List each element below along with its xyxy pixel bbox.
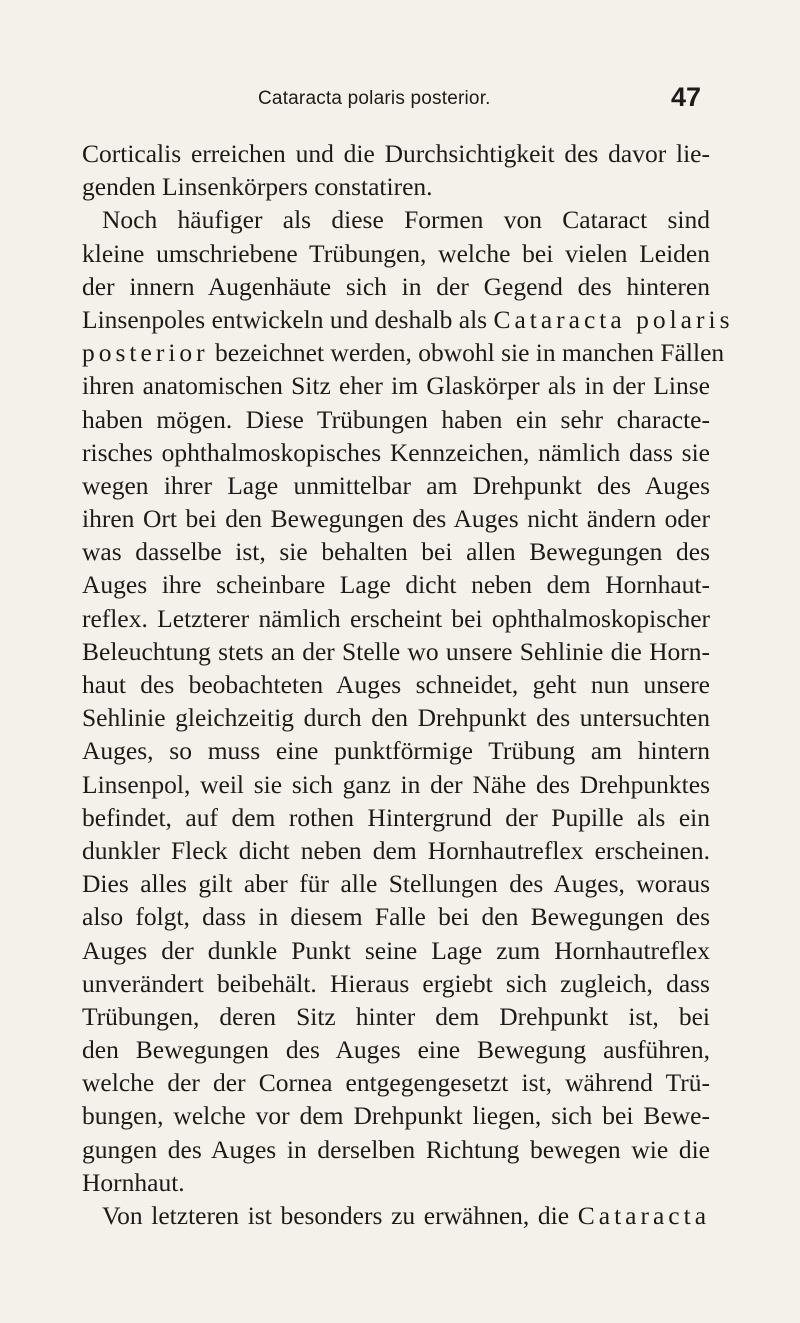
text-line bbox=[82, 336, 725, 369]
emphasized-term: Cataracta bbox=[577, 1201, 711, 1230]
text-line bbox=[82, 1199, 710, 1232]
text-line: Auges der dunkle Punkt seine Lage zum Hornhautreflex bbox=[82, 935, 710, 965]
text-line: der innern Augenhäute sich in der Gegend des hinteren bbox=[82, 271, 710, 301]
text-line: Noch häufiger als diese Formen von Cataract sind bbox=[102, 205, 710, 235]
text-line: reflex. Letzterer nämlich erscheint bei ophthalmoskopischer bbox=[82, 603, 710, 633]
text-line: Sehlinie gleichzeitig durch den Drehpunkt des untersuchten bbox=[82, 703, 710, 733]
emphasized-term: posterior bbox=[82, 338, 209, 368]
text-line: befindet, auf dem rothen Hintergrund der Pupille als ein bbox=[82, 802, 710, 832]
text-segment: Linsenpoles entwickeln und deshalb als bbox=[82, 304, 488, 334]
body-text bbox=[82, 137, 734, 1232]
text-line: Trübungen, deren Sitz hinter dem Drehpunkt ist, bei bbox=[82, 1001, 710, 1031]
text-line: Auges, so muss eine punktförmige Trübung am hintern bbox=[82, 736, 710, 766]
text-line: bungen, welche vor dem Drehpunkt liegen, sich bei Bewe- bbox=[82, 1101, 710, 1131]
text-line: risches ophthalmoskopisches Kennzeichen, nämlich dass sie bbox=[82, 437, 710, 467]
text-line: also folgt, dass in diesem Falle bei den Bewegungen des bbox=[82, 902, 710, 932]
text-line: wegen ihrer Lage unmittelbar am Drehpunkt des Auges bbox=[82, 470, 710, 500]
text-line: den Bewegungen des Auges eine Bewegung ausführen, bbox=[82, 1035, 710, 1065]
text-line: kleine umschriebene Trübungen, welche bei vielen Leiden bbox=[82, 238, 710, 268]
page-number: 47 bbox=[671, 82, 702, 112]
text-line: Auges ihre scheinbare Lage dicht neben dem Hornhaut- bbox=[82, 570, 710, 600]
text-line: Dies alles gilt aber für alle Stellungen des Auges, woraus bbox=[82, 869, 710, 899]
text-line: dunkler Fleck dicht neben dem Hornhautreflex erscheinen. bbox=[82, 835, 710, 865]
text-line: Beleuchtung stets an der Stelle wo unsere Sehlinie die Horn- bbox=[82, 636, 710, 666]
page-header bbox=[0, 80, 800, 120]
text-line: haut des beobachteten Auges schneidet, geht nun unsere bbox=[82, 670, 710, 699]
text-line: haben mögen. Diese Trübungen haben ein sehr characte- bbox=[82, 404, 710, 434]
text-line: unverändert beibehält. Hieraus ergiebt sich zugleich, dass bbox=[82, 968, 710, 998]
text-line: gungen des Auges in derselben Richtung bewegen wie die bbox=[82, 1134, 710, 1164]
emphasized-term: Cataracta polaris bbox=[493, 304, 734, 334]
text-line: was dasselbe ist, sie behalten bei allen Bewegungen des bbox=[82, 537, 710, 567]
text-line: welche der der Cornea entgegengesetzt ist, während Trü- bbox=[82, 1068, 710, 1098]
text-line: Corticalis erreichen und die Durchsichtigkeit des davor lie- bbox=[82, 139, 710, 168]
text-line: Linsenpol, weil sie sich ganz in der Nähe des Drehpunktes bbox=[82, 769, 710, 799]
text-line: ihren anatomischen Sitz eher im Glaskörper als in der Linse bbox=[82, 371, 710, 401]
running-title: Cataracta polaris posterior. bbox=[258, 88, 491, 109]
text-line bbox=[82, 303, 734, 336]
text-line: ihren Ort bei den Bewegungen des Auges nicht ändern oder bbox=[82, 504, 710, 534]
text-segment: Von letzteren ist besonders zu erwähnen, die bbox=[102, 1201, 570, 1230]
text-line: genden Linsenkörpers constatiren. bbox=[82, 172, 433, 202]
text-line: Hornhaut. bbox=[82, 1167, 185, 1197]
text-segment: bezeichnet werden, obwohl sie in manchen Fällen bbox=[215, 338, 725, 368]
